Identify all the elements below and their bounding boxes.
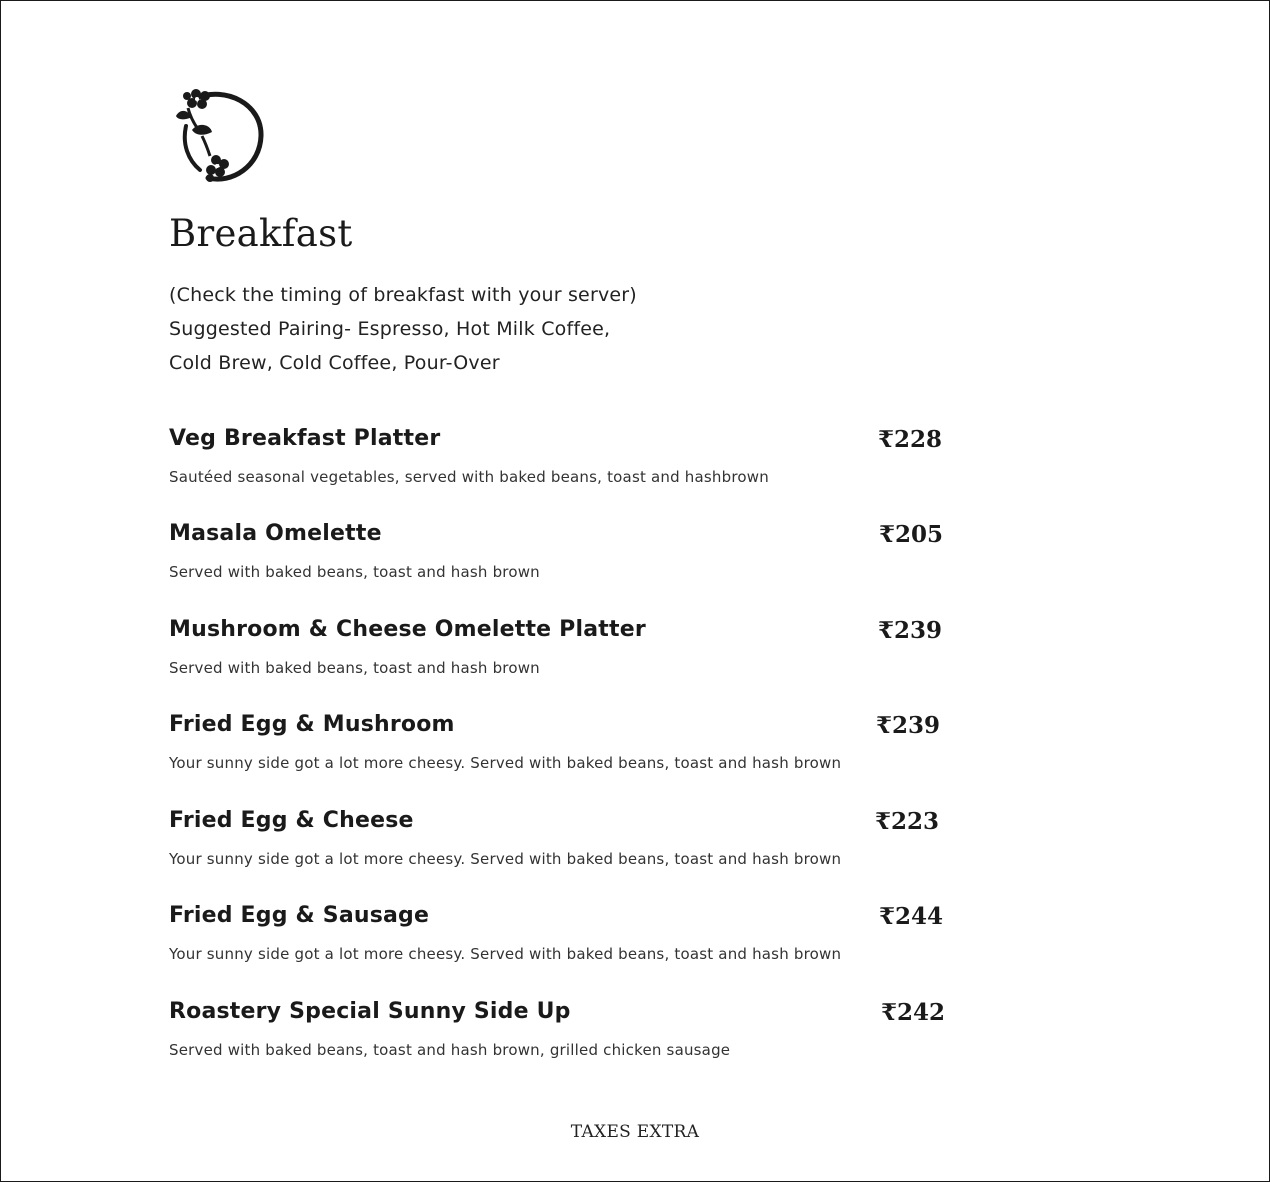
item-price: ₹244 — [879, 903, 944, 930]
page-title: Breakfast — [169, 212, 353, 255]
item-description: Served with baked beans, toast and hash brown — [169, 563, 540, 581]
item-price: ₹205 — [879, 521, 944, 548]
menu-item — [169, 617, 949, 697]
item-name: Veg Breakfast Platter — [169, 426, 441, 451]
menu-item — [169, 999, 949, 1079]
item-price: ₹239 — [876, 712, 941, 739]
item-price: ₹242 — [881, 999, 946, 1026]
intro-line: Suggested Pairing- Espresso, Hot Milk Coffee, — [169, 318, 611, 340]
item-description: Served with baked beans, toast and hash brown — [169, 659, 540, 677]
item-description: Served with baked beans, toast and hash brown, grilled chicken sausage — [169, 1041, 731, 1059]
menu-item — [169, 521, 949, 601]
item-price: ₹228 — [878, 426, 943, 453]
item-price: ₹239 — [878, 617, 943, 644]
item-price: ₹223 — [875, 808, 940, 835]
intro-line: Cold Brew, Cold Coffee, Pour-Over — [169, 352, 500, 374]
menu-item — [169, 903, 949, 983]
item-description: Sautéed seasonal vegetables, served with baked beans, toast and hashbrown — [169, 468, 769, 486]
item-description: Your sunny side got a lot more cheesy. Served with baked beans, toast and hash brown — [169, 945, 842, 963]
menu-item — [169, 712, 949, 792]
brand-logo-icon — [166, 86, 266, 186]
item-name: Fried Egg & Cheese — [169, 808, 414, 833]
item-description: Your sunny side got a lot more cheesy. Served with baked beans, toast and hash brown — [169, 850, 842, 868]
taxes-note: TAXES EXTRA — [570, 1122, 700, 1142]
intro-line: (Check the timing of breakfast with your server) — [169, 284, 637, 306]
item-name: Fried Egg & Sausage — [169, 903, 430, 928]
item-name: Masala Omelette — [169, 521, 382, 546]
item-name: Fried Egg & Mushroom — [169, 712, 455, 737]
item-description: Your sunny side got a lot more cheesy. Served with baked beans, toast and hash brown — [169, 754, 842, 772]
intro-text — [169, 278, 637, 380]
item-name: Mushroom & Cheese Omelette Platter — [169, 617, 646, 642]
menu-item — [169, 426, 949, 506]
item-name: Roastery Special Sunny Side Up — [169, 999, 571, 1024]
menu-item — [169, 808, 949, 888]
